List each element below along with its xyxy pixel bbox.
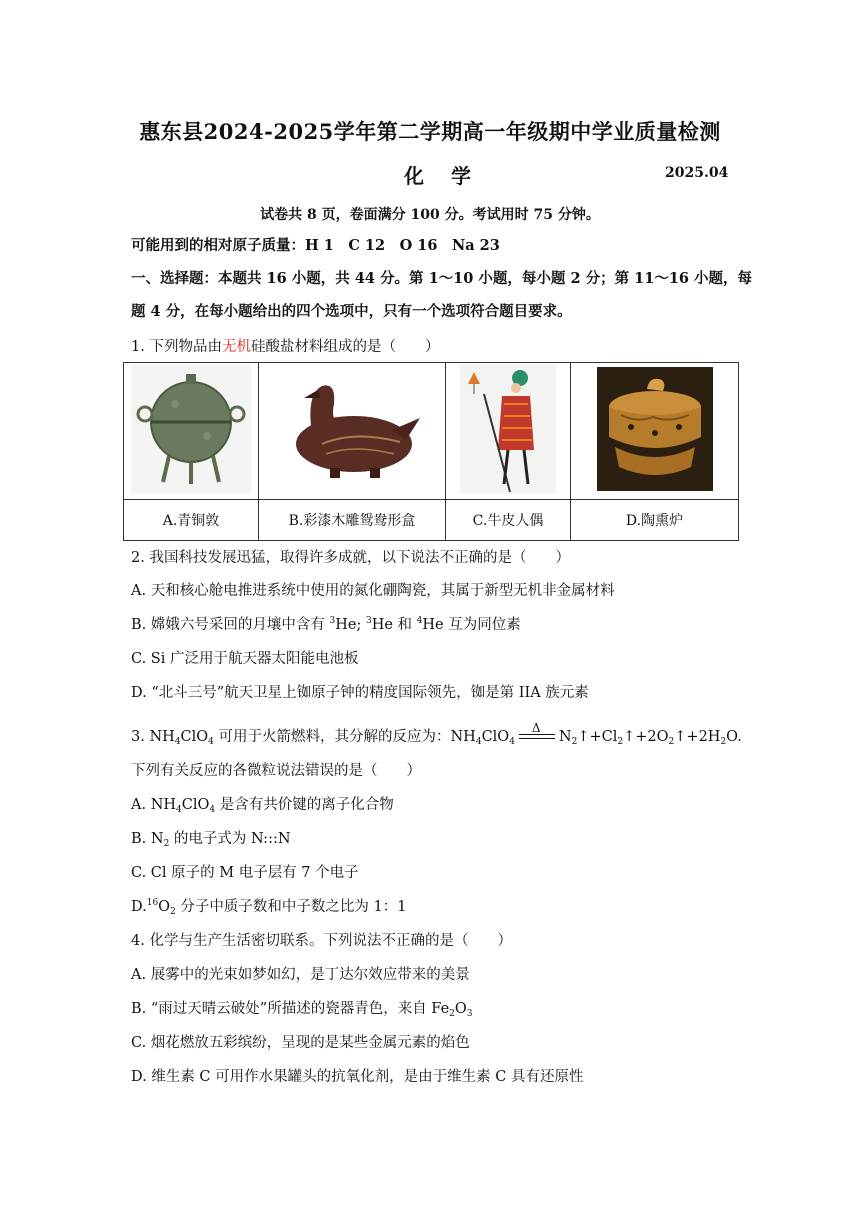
section1-line1: 一、选择题：本题共 16 小题，共 44 分。第 1～10 小题，每小题 2 分；第 11～16 小题，每 [131, 270, 753, 287]
option-b-label: B.彩漆木雕鸳鸯形盒 [259, 500, 446, 541]
leather-puppet-image [446, 363, 571, 500]
q2-stem: 2. 我国科技发展迅猛，取得许多成就，以下说法不正确的是（ ） [131, 550, 570, 566]
q3-stem: 3. $NH_4ClO_4$ 可用于火箭燃料，其分解的反应为：$NH_4ClO_4$ Δ $N_2↑+Cl_2↑+2O_2↑+2H_2O$. [131, 721, 742, 747]
q3-line2: 下列有关反应的各微粒说法错误的是（ ） [131, 763, 421, 779]
q1-prefix: 1. 下列物品由 [131, 339, 222, 355]
leather-puppet-icon [460, 364, 556, 494]
duck-box-image [259, 363, 446, 500]
q3-option-c: C. Cl 原子的 M 电子层有 7 个电子 [131, 865, 359, 881]
q4-option-b: B. “雨过天晴云破处”所描述的瓷器青色，来自 $Fe_2O_3$ [131, 1001, 473, 1019]
q4-option-c: C. 烟花燃放五彩缤纷，呈现的是某些金属元素的焰色 [131, 1035, 470, 1051]
subject-title: 化 学 [404, 164, 481, 188]
duck-box-icon [282, 374, 422, 484]
q2-option-d: D. “北斗三号”航天卫星上铷原子钟的精度国际领先，铷是第 IIA 族元素 [131, 685, 589, 701]
pottery-censer-image [571, 363, 739, 500]
q1-options-table [123, 362, 739, 541]
q1-highlight: 无机 [221, 339, 251, 355]
q4-option-a: A. 展雾中的光束如梦如幻，是丁达尔效应带来的美景 [131, 967, 470, 983]
option-c-label: C.牛皮人偶 [446, 500, 571, 541]
option-d-label: D.陶熏炉 [571, 500, 739, 541]
q2-option-a: A. 天和核心舱电推进系统中使用的氮化硼陶瓷，其属于新型无机非金属材料 [131, 583, 615, 599]
q3-option-d: $D.^{16}O_2$ 分子中质子数和中子数之比为 1：1 [131, 898, 407, 917]
q4-option-d: D. 维生素 C 可用作水果罐头的抗氧化剂，是由于维生素 C 具有还原性 [131, 1069, 584, 1085]
q3-option-a: A. $NH_4ClO_4$ 是含有共价键的离子化合物 [131, 797, 394, 815]
q3-option-b: B. $N_2$ 的电子式为 N:::N [131, 831, 291, 849]
q2-option-b: B. 嫦娥六号采回的月壤中含有 $^3$He; $^3$He 和 $^4$He 互为同位素 [131, 616, 521, 633]
exam-info: 试卷共 8 页，卷面满分 100 分。考试用时 75 分钟。 [260, 207, 600, 223]
option-a-label: A.青铜敦 [124, 500, 259, 541]
pottery-censer-icon [597, 367, 713, 491]
exam-title: 惠东县2024-2025学年第二学期高一年级期中学业质量检测 [139, 119, 721, 144]
q1-stem [131, 337, 439, 357]
section1-line2: 题 4 分，在每小题给出的四个选项中，只有一个选项符合题目要求。 [131, 303, 572, 320]
q1-suffix: 硅酸盐材料组成的是（ ） [250, 339, 440, 355]
atomic-mass-line: 可能用到的相对原子质量：H 1 C 12 O 16 Na 23 [131, 237, 500, 254]
q4-stem: 4. 化学与生产生活密切联系。下列说法不正确的是（ ） [131, 933, 512, 949]
exam-date: 2025.04 [665, 165, 729, 181]
q2-option-c: C. Si 广泛用于航天器太阳能电池板 [131, 651, 359, 667]
bronze-dun-image [124, 363, 259, 500]
bronze-dun-icon [131, 364, 251, 494]
reaction-arrow: Δ [519, 731, 555, 743]
